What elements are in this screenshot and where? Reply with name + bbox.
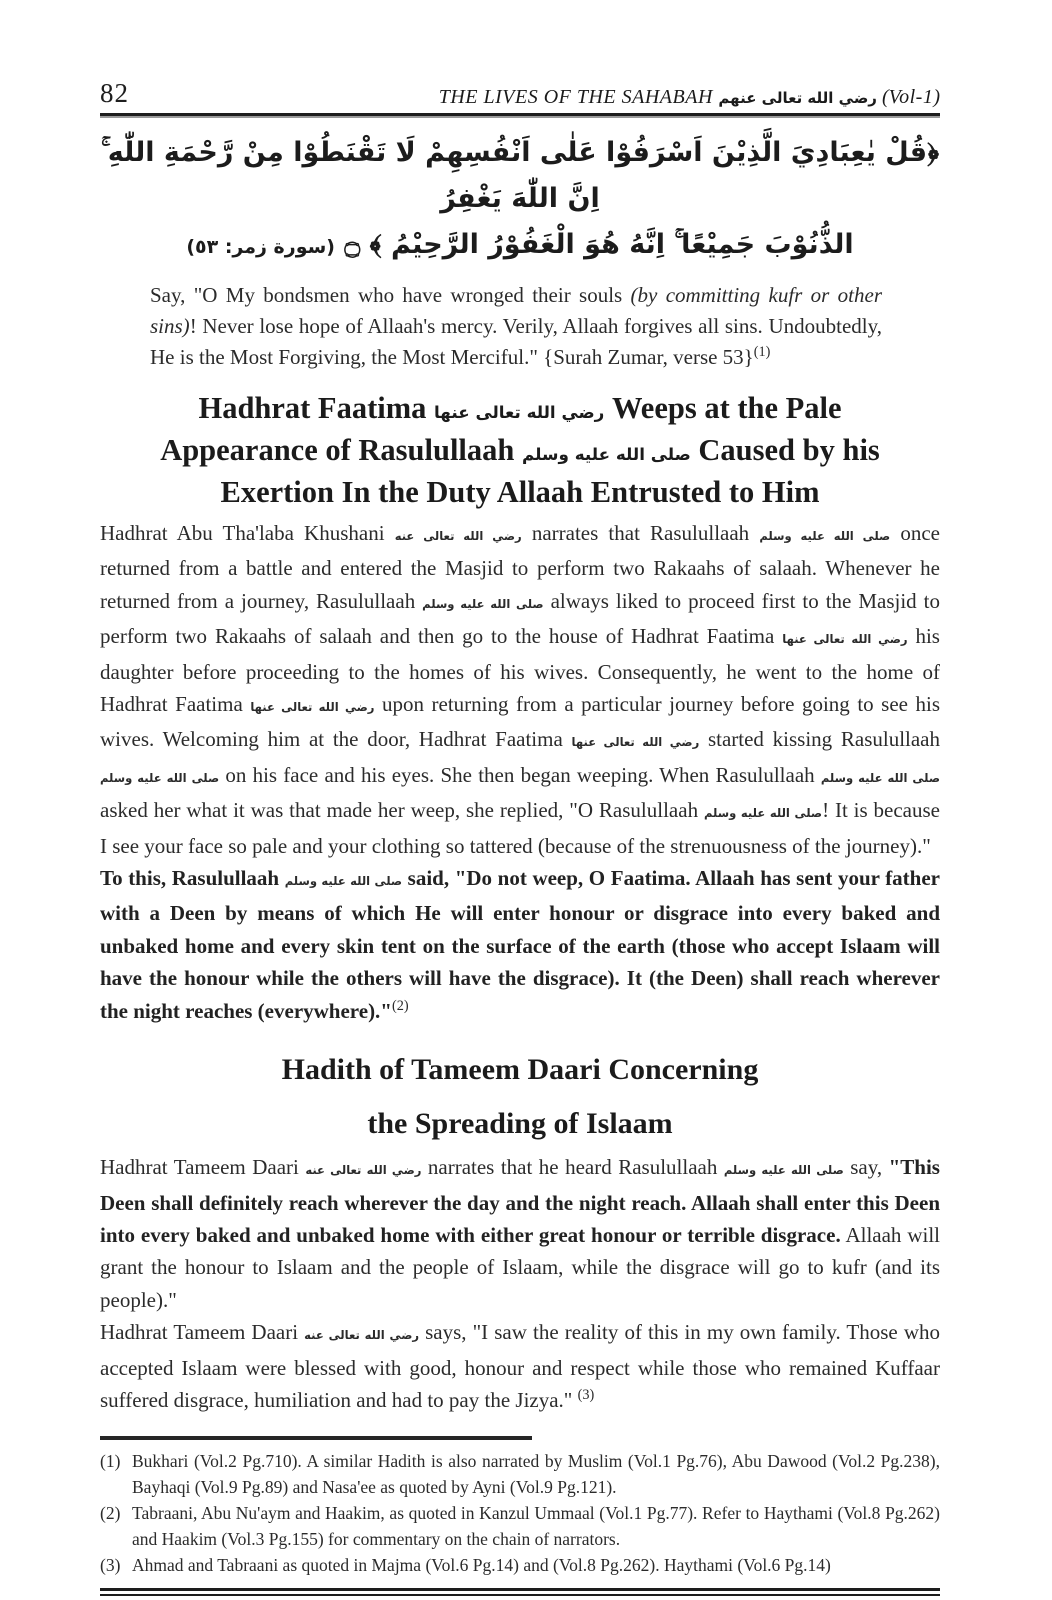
verse-line-1: ﴿قُلْ يٰعِبَادِيَ الَّذِيْنَ اَسْرَفُوْا عَلٰى اَنْفُسِهِمْ لَا تَقْنَطُوْا مِنْ رَّحْمَةِ اللّٰهِ ۚ اِنَّ اللّٰهَ يَغْفِرُ	[100, 137, 940, 214]
paragraph-tameem-narration: Hadhrat Tameem Daari رضي الله تعالى عنه narrates that he heard Rasulullaah صلى الله عليه وسلم say, "This Deen shall definitely reach wherever the day and the night reach. Allaah shall enter this Deen into every baked and unbaked home with either great honour or terrible disgrace. Allaah will grant the honour to Islaam and the people of Islaam, while the disgrace will go to kufr (and its people)."	[100, 1155, 940, 1312]
verse-line-2: الذُّنُوْبَ جَمِيْعًا ۚ اِنَّهُ هُوَ الْغَفُوْرُ الرَّحِيْمُ ﴾ ۝ (سورة زمر: ٥٣)	[186, 229, 854, 260]
page-bottom-rule	[100, 1588, 940, 1596]
quran-verse-arabic	[100, 130, 940, 270]
running-title	[439, 86, 940, 109]
footnote-3	[100, 1552, 940, 1578]
book-title: THE LIVES OF THE SAHABAH	[438, 86, 713, 108]
heading-line: Hadith of Tameem Daari Concerning	[281, 1053, 759, 1087]
footnote-text: Tabraani, Abu Nu'aym and Haakim, as quoted in Kanzul Ummaal (Vol.1 Pg.77). Refer to Haythami (Vol.8 Pg.262) and Haakim (Vol.3 Pg.155) for commentary on the chain of narrators.	[132, 1503, 940, 1550]
footnote-separator-rule	[100, 1436, 532, 1440]
paragraph-tameem-testimony: Hadhrat Tameem Daari رضي الله تعالى عنه says, "I saw the reality of this in my own family. Those who accepted Islaam were blessed with good, honour and respect while those who remained Kuffaar suffered disgrace, humiliation and had to pay the Jizya." $^{(3)}$	[100, 1320, 940, 1412]
footnote-text: Bukhari (Vol.2 Pg.710). A similar Hadith is also narrated by Muslim (Vol.1 Pg.76), Abu Dawood (Vol.2 Pg.238), Bayhaqi (Vol.9 Pg.89) and Nasa'ee as quoted by Ayni (Vol.9 Pg.121).	[132, 1451, 940, 1498]
heading-line: Hadhrat Faatima رضي الله تعالى عنها Weeps at the Pale	[198, 391, 842, 425]
footnote-text: Ahmad and Tabraani as quoted in Majma (Vol.6 Pg.14) and (Vol.8 Pg.262). Haythami (Vol.6 Pg.14)	[132, 1555, 831, 1576]
section-heading-faatima-weeps	[100, 389, 940, 511]
heading-line: Exertion In the Duty Allaah Entrusted to Him	[220, 475, 820, 509]
footnote-marker: (2)	[100, 1503, 121, 1524]
footnote-marker: (3)	[100, 1555, 121, 1576]
verse-reference: (سورة زمر: ٥٣)	[186, 236, 335, 258]
page-number: 82	[100, 78, 129, 108]
footnote-marker: (1)	[100, 1451, 121, 1472]
paragraph-abu-thalaba-narration: Hadhrat Abu Tha'laba Khushani رضي الله تعالى عنه narrates that Rasulullaah صلى الله عليه وسلم once returned from a battle and entered the Masjid to perform two Rakaahs of salaah. Whenever he returned from a journey, Rasulullaah صلى الله عليه وسلم always liked to proceed first to the Masjid to perform two Rakaahs of salaah and then go to the house of Hadhrat Faatima رضي الله تعالى عنها his daughter before proceeding to the homes of his wives. Consequently, he went to the home of Hadhrat Faatima رضي الله تعالى عنها upon returning from a particular journey before going to see his wives. Welcoming him at the door, Hadhrat Faatima رضي الله تعالى عنها started kissing Rasulullaah صلى الله عليه وسلم on his face and his eyes. She then began weeping. When Rasulullaah صلى الله عليه وسلم asked her what it was that made her weep, she replied, "O Rasulullaah صلى الله عليه وسلم! It is because I see your face so pale and your clothing so tattered (because of the strenuousness of the journey)."	[100, 521, 941, 858]
heading-line: Appearance of Rasulullaah صلى الله عليه وسلم Caused by his	[160, 433, 880, 467]
title-honorific-calligraphy: رضي الله تعالى عنهم	[718, 89, 877, 107]
footnote-1	[100, 1448, 940, 1500]
volume-label: (Vol-1)	[881, 86, 940, 108]
heading-line: the Spreading of Islaam	[367, 1107, 673, 1141]
verse-translation: Say, "O My bondsmen who have wronged their souls (by committing kufr or other sins)! Never lose hope of Allaah's mercy. Verily, Allaah forgives all sins. Undoubtedly, He is the Most Forgiving, the Most Merciful." {Surah Zumar, verse 53}$^{(1)}$	[150, 283, 882, 369]
paragraph-rasulullaah-reply: To this, Rasulullaah صلى الله عليه وسلم said, "Do not weep, O Faatima. Allaah has sent your father with a Deen by means of which He will enter honour or disgrace into every baked and unbaked home and every skin tent on the surface of the earth (those who accept Islaam will have the honour while the others will have the disgrace). It (the Deen) shall reach wherever the night reaches (everywhere)."$^{(2)}$	[100, 866, 940, 1023]
footnote-2	[100, 1500, 940, 1552]
page-header	[100, 78, 940, 116]
footnotes-block	[100, 1448, 940, 1578]
section-heading-tameem-daari	[100, 1043, 940, 1151]
